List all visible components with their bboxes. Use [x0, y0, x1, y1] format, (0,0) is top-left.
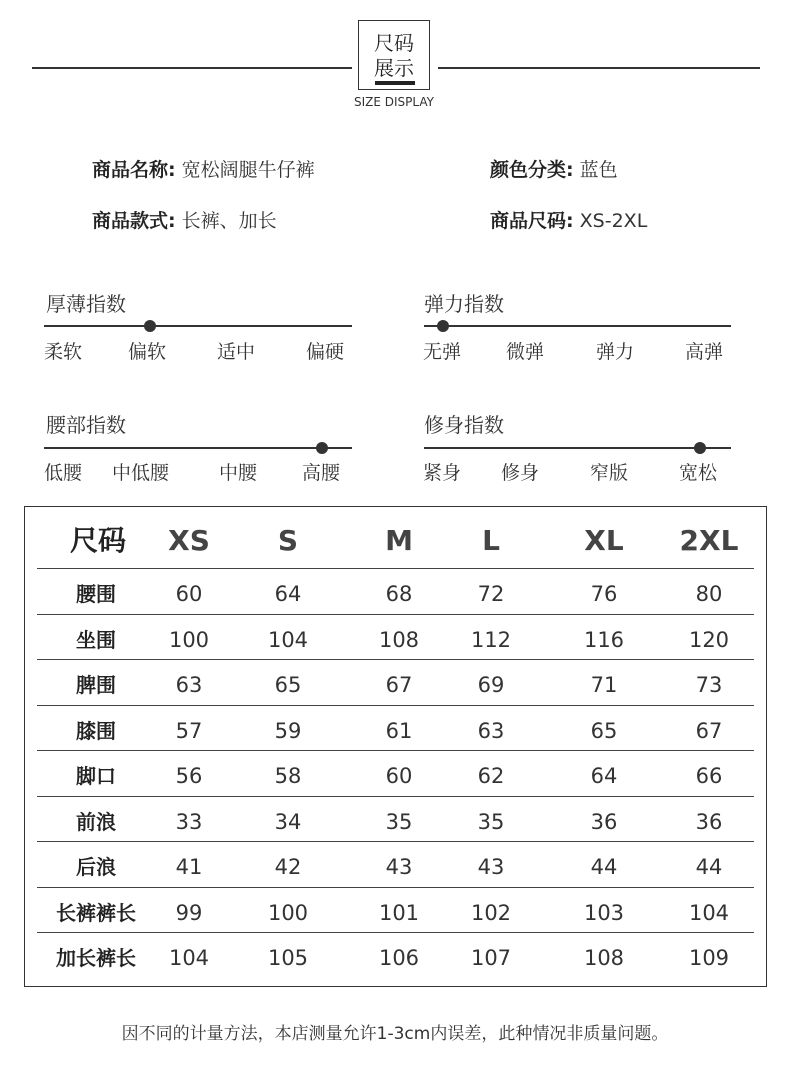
thickness-option-4: 偏硬	[306, 341, 345, 363]
row-label-hip: 坐围	[76, 627, 116, 652]
table-cell: 58	[274, 764, 302, 788]
table-cell: 60	[385, 764, 413, 788]
table-cell: 60	[175, 582, 203, 606]
table-cell: 116	[583, 627, 625, 652]
fit-index-scale	[424, 447, 731, 449]
title-underline	[375, 81, 415, 85]
table-cell: 109	[688, 946, 730, 970]
table-cell: 36	[590, 809, 618, 834]
product-style-label: 商品款式:	[92, 210, 176, 232]
product-style	[92, 206, 277, 233]
table-cell: 68	[385, 582, 413, 606]
table-cell: 63	[477, 718, 505, 743]
table-row-divider	[37, 614, 754, 615]
thickness-option-3: 适中	[217, 341, 256, 363]
table-cell: 41	[175, 855, 203, 879]
table-row-divider	[37, 659, 754, 660]
table-cell: 34	[274, 809, 302, 834]
table-cell: 61	[385, 718, 413, 743]
table-cell: 112	[470, 627, 512, 652]
stretch-index-marker	[437, 320, 449, 332]
size-header-l: L	[482, 524, 500, 557]
fit-option-3: 窄版	[590, 462, 629, 484]
table-cell: 67	[385, 673, 413, 697]
product-size-label: 商品尺码:	[490, 210, 574, 232]
header-rule-right	[438, 67, 760, 69]
thickness-index-scale	[44, 325, 352, 327]
table-cell: 100	[267, 900, 309, 925]
table-cell: 104	[267, 627, 309, 652]
size-header-xs: XS	[168, 524, 210, 557]
product-name-value: 宽松阔腿牛仔裤	[181, 159, 315, 181]
fit-index-title: 修身指数	[424, 413, 504, 437]
waist-option-2: 中低腰	[112, 462, 170, 484]
size-header-m: M	[385, 524, 413, 557]
table-cell: 104	[688, 900, 730, 925]
table-row-divider	[37, 796, 754, 797]
row-label-hem: 脚口	[76, 764, 116, 788]
fit-option-2: 修身	[501, 462, 540, 484]
stretch-index-title: 弹力指数	[424, 292, 504, 316]
waist-option-4: 高腰	[302, 462, 341, 484]
table-cell: 42	[274, 855, 302, 879]
table-cell: 44	[590, 855, 618, 879]
row-label-waist: 腰围	[76, 582, 116, 606]
table-cell: 59	[274, 718, 302, 743]
stretch-option-1: 无弹	[423, 341, 462, 363]
product-name-label: 商品名称:	[92, 159, 176, 181]
stretch-option-2: 微弹	[506, 341, 545, 363]
table-cell: 33	[175, 809, 203, 834]
table-cell: 65	[274, 673, 302, 697]
table-cell: 43	[477, 855, 505, 879]
table-cell: 35	[477, 809, 505, 834]
waist-index-marker	[316, 442, 328, 454]
table-cell: 63	[175, 673, 203, 697]
waist-index-scale	[44, 447, 352, 449]
fit-option-4: 宽松	[679, 462, 718, 484]
table-cell: 103	[583, 900, 625, 925]
table-cell: 106	[378, 946, 420, 970]
table-cell: 99	[175, 900, 203, 925]
table-row-divider	[37, 887, 754, 888]
table-cell: 72	[477, 582, 505, 606]
title-box	[358, 20, 430, 90]
row-label-back-rise: 后浪	[76, 855, 116, 879]
product-style-value: 长裤、加长	[181, 210, 277, 232]
row-label-knee: 膝围	[76, 718, 116, 743]
table-cell: 62	[477, 764, 505, 788]
waist-option-3: 中腰	[219, 462, 258, 484]
waist-option-1: 低腰	[44, 462, 83, 484]
product-name	[92, 155, 315, 182]
table-cell: 73	[695, 673, 723, 697]
title-line-1: 尺码	[374, 31, 414, 55]
table-cell: 108	[378, 627, 420, 652]
product-color-value: 蓝色	[579, 159, 618, 181]
table-cell: 36	[695, 809, 723, 834]
fit-index-marker	[694, 442, 706, 454]
row-label-long-length: 加长裤长	[56, 946, 136, 970]
table-cell: 101	[378, 900, 420, 925]
table-cell: 67	[695, 718, 723, 743]
table-cell: 80	[695, 582, 723, 606]
table-cell: 104	[168, 946, 210, 970]
thickness-index-marker	[144, 320, 156, 332]
table-cell: 120	[688, 627, 730, 652]
table-row-divider	[37, 750, 754, 751]
table-cell: 69	[477, 673, 505, 697]
stretch-option-4: 高弹	[685, 341, 724, 363]
table-row-divider	[37, 705, 754, 706]
stretch-option-3: 弹力	[596, 341, 635, 363]
table-cell: 100	[168, 627, 210, 652]
table-cell: 71	[590, 673, 618, 697]
table-cell: 76	[590, 582, 618, 606]
thickness-option-2: 偏软	[128, 341, 167, 363]
measurement-note: 因不同的计量方法，本店测量允许1-3cm内误差，此种情况非质量问题。	[121, 1024, 669, 1044]
table-cell: 64	[590, 764, 618, 788]
product-color	[490, 155, 618, 182]
table-cell: 35	[385, 809, 413, 834]
table-cell: 102	[470, 900, 512, 925]
table-cell: 56	[175, 764, 203, 788]
stretch-index-scale	[424, 325, 731, 327]
table-cell: 65	[590, 718, 618, 743]
size-header-label: 尺码	[69, 524, 126, 557]
product-size-range	[490, 206, 647, 233]
thickness-option-1: 柔软	[44, 341, 83, 363]
waist-index-title: 腰部指数	[46, 413, 126, 437]
table-cell: 44	[695, 855, 723, 879]
table-row-divider	[37, 932, 754, 933]
table-cell: 57	[175, 718, 203, 743]
table-cell: 43	[385, 855, 413, 879]
thickness-index-title: 厚薄指数	[46, 292, 126, 316]
table-cell: 105	[267, 946, 309, 970]
product-color-label: 颜色分类:	[490, 159, 574, 181]
table-row-divider	[37, 841, 754, 842]
header-rule-left	[32, 67, 352, 69]
size-header-xl: XL	[584, 524, 624, 557]
size-header-2xl: 2XL	[679, 524, 739, 557]
size-header-s: S	[277, 524, 299, 557]
row-label-front-rise: 前浪	[76, 809, 116, 834]
fit-option-1: 紧身	[423, 462, 462, 484]
table-cell: 64	[274, 582, 302, 606]
table-row-divider	[37, 568, 754, 569]
title-line-2: 展示	[374, 56, 414, 80]
table-cell: 108	[583, 946, 625, 970]
row-label-regular-length: 长裤裤长	[56, 900, 136, 925]
table-cell: 66	[695, 764, 723, 788]
page-subtitle: SIZE DISPLAY	[354, 95, 434, 109]
row-label-thigh: 脾围	[76, 673, 116, 697]
table-cell: 107	[470, 946, 512, 970]
product-size-value: XS-2XL	[579, 210, 648, 232]
